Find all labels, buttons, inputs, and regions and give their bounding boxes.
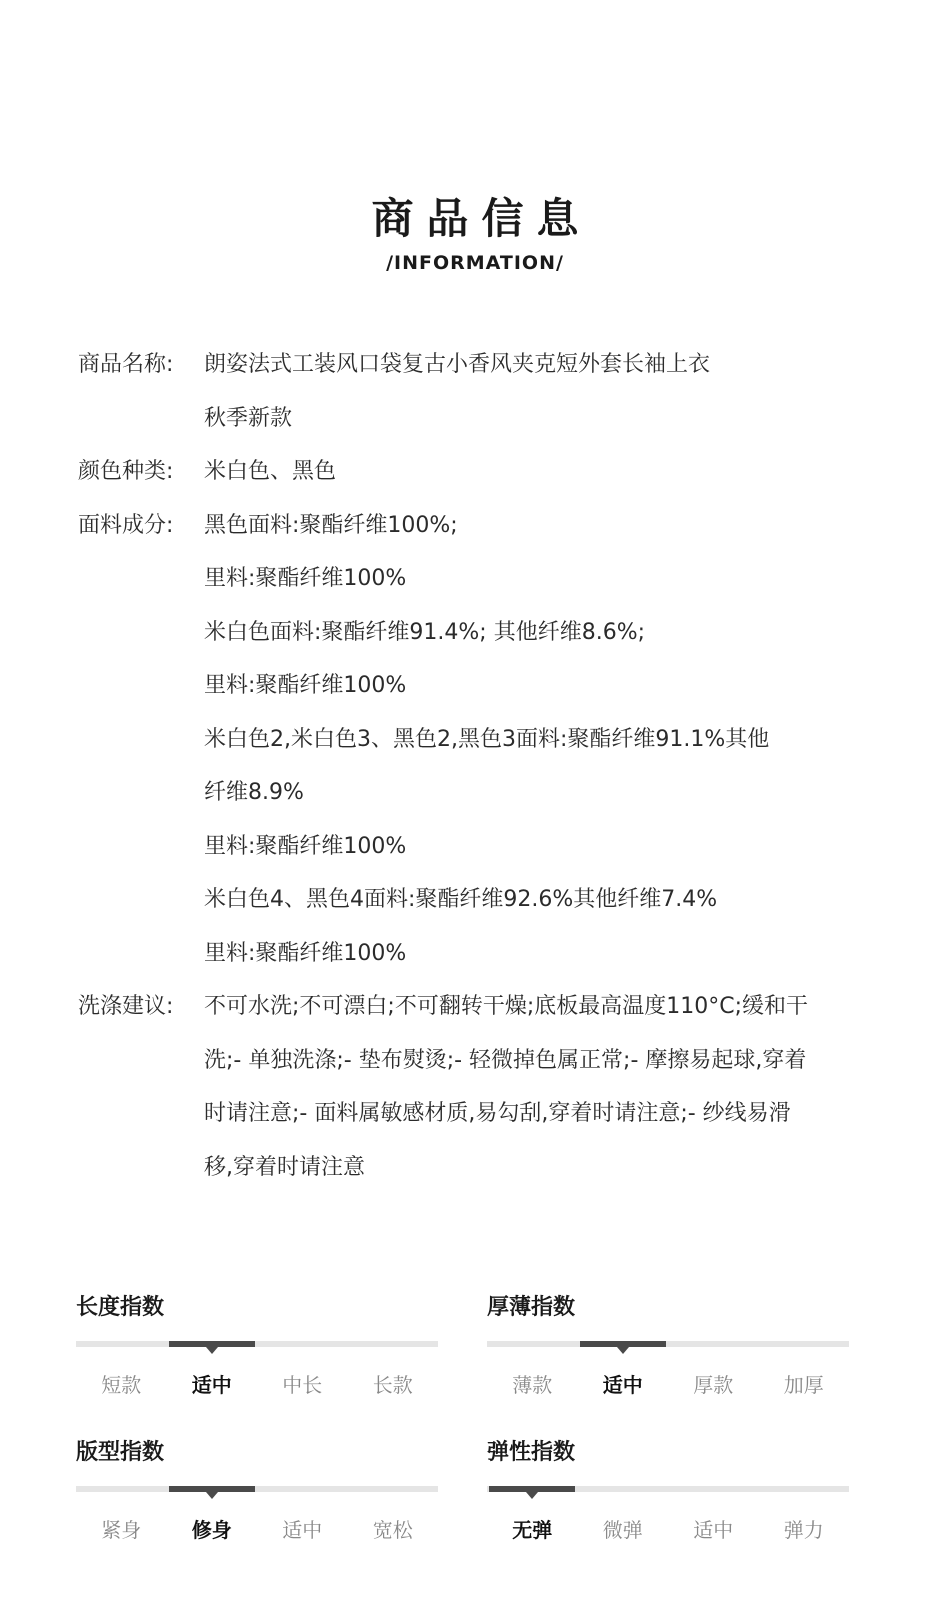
index-option: 适中 — [693, 1518, 734, 1542]
info-value — [204, 499, 878, 981]
info-label: 商品名称: — [78, 352, 174, 377]
index-option: 适中 — [191, 1373, 232, 1397]
index-option: 厚款 — [693, 1373, 734, 1397]
index-options — [76, 1514, 438, 1543]
index-title: 长度指数 — [76, 1295, 165, 1320]
info-label: 颜色种类: — [78, 459, 174, 484]
index-option: 弹力 — [783, 1518, 824, 1542]
index-pointer-icon — [617, 1347, 629, 1354]
index-title: 厚薄指数 — [487, 1295, 576, 1320]
info-line: 不可水洗;不可漂白;不可翻转干燥;底板最高温度110°C;缓和干 — [204, 994, 809, 1019]
info-row-washing — [78, 980, 878, 1194]
index-option: 中长 — [282, 1373, 323, 1397]
info-label: 面料成分: — [78, 512, 174, 538]
info-line: 里料:聚酯纤维100% — [204, 940, 407, 966]
info-value — [204, 980, 878, 1194]
section-title: 商品信息 — [371, 194, 592, 243]
index-option: 适中 — [282, 1518, 323, 1542]
info-list — [78, 338, 878, 1194]
length-index — [76, 1293, 438, 1403]
index-option: 宽松 — [372, 1518, 413, 1542]
index-options — [76, 1369, 438, 1398]
info-row-product-name — [78, 338, 878, 445]
info-value — [204, 445, 878, 499]
index-options — [487, 1369, 849, 1398]
info-row-fabric — [78, 499, 878, 981]
info-line: 里料:聚酯纤维100% — [204, 673, 407, 698]
index-option: 紧身 — [101, 1518, 142, 1542]
index-option: 加厚 — [783, 1373, 824, 1397]
index-pointer-icon — [206, 1347, 218, 1354]
info-line: 里料:聚酯纤维100% — [204, 833, 407, 859]
info-line: 黑色面料:聚酯纤维100%; — [204, 512, 458, 538]
info-line: 米白色4、黑色4面料:聚酯纤维92.6%其他纤维7.4% — [204, 887, 718, 912]
index-bar — [76, 1341, 438, 1347]
info-line: 秋季新款 — [204, 405, 293, 431]
index-option: 长款 — [372, 1373, 413, 1397]
index-option: 修身 — [191, 1518, 232, 1542]
info-value — [204, 338, 878, 445]
index-option: 短款 — [101, 1373, 142, 1397]
info-line: 移,穿着时请注意 — [204, 1154, 365, 1180]
index-options — [487, 1514, 849, 1543]
index-bar — [487, 1486, 849, 1492]
info-line: 时请注意;- 面料属敏感材质,易勾刮,穿着时请注意;- 纱线易滑 — [204, 1101, 791, 1126]
fit-index — [76, 1438, 438, 1548]
info-line: 朗姿法式工装风口袋复古小香风夹克短外套长袖上衣 — [204, 352, 711, 377]
info-label: 洗涤建议: — [78, 994, 174, 1019]
section-subtitle: /INFORMATION/ — [386, 252, 564, 274]
elasticity-index — [487, 1438, 849, 1548]
info-row-colors — [78, 445, 878, 499]
info-line: 米白色2,米白色3、黑色2,黑色3面料:聚酯纤维91.1%其他 — [204, 726, 770, 752]
index-option: 无弹 — [512, 1518, 553, 1542]
index-title: 版型指数 — [76, 1440, 165, 1465]
info-line: 纤维8.9% — [204, 780, 304, 805]
info-line: 米白色、黑色 — [204, 459, 337, 484]
index-pointer-icon — [206, 1492, 218, 1499]
index-title: 弹性指数 — [487, 1440, 576, 1465]
info-line: 里料:聚酯纤维100% — [204, 566, 407, 591]
index-bar — [487, 1341, 849, 1347]
index-option: 适中 — [602, 1373, 643, 1397]
index-option: 微弹 — [602, 1518, 643, 1542]
index-pointer-icon — [526, 1492, 538, 1499]
index-option: 薄款 — [512, 1373, 553, 1397]
index-bar — [76, 1486, 438, 1492]
thickness-index — [487, 1293, 849, 1403]
info-line: 洗;- 单独洗涤;- 垫布熨烫;- 轻微掉色属正常;- 摩擦易起球,穿着 — [204, 1047, 807, 1073]
info-line: 米白色面料:聚酯纤维91.4%; 其他纤维8.6%; — [204, 619, 646, 645]
